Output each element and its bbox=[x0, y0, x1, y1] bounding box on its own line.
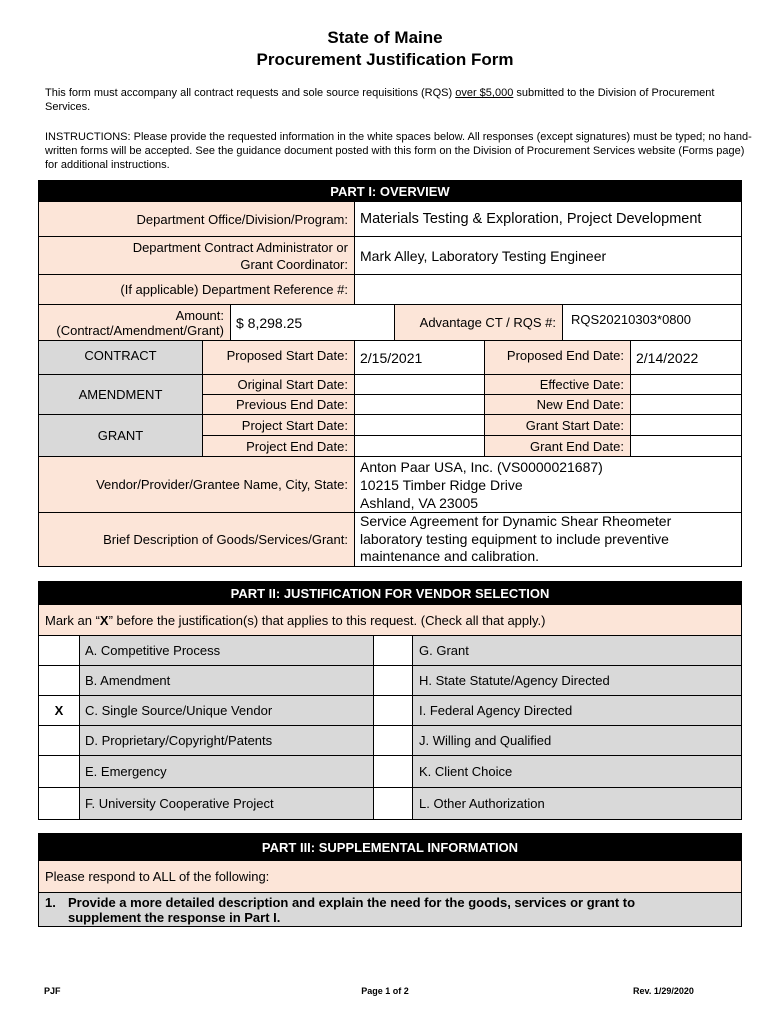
justification-mark-right[interactable] bbox=[374, 636, 413, 666]
part2-section bbox=[38, 581, 742, 820]
part1-section bbox=[38, 180, 742, 567]
justification-option-left: B. Amendment bbox=[80, 666, 374, 696]
grant-start-label: Grant Start Date: bbox=[485, 415, 631, 436]
admin-label bbox=[39, 237, 355, 275]
prop-end-field[interactable]: 2/14/2022 bbox=[631, 341, 741, 375]
admin-label-line2: Grant Coordinator: bbox=[240, 257, 348, 272]
justification-mark-left[interactable] bbox=[39, 666, 80, 696]
new-end-field[interactable] bbox=[631, 395, 741, 415]
justification-mark-right[interactable] bbox=[374, 788, 413, 819]
prop-start-field[interactable]: 2/15/2021 bbox=[355, 341, 485, 375]
grant-end-field[interactable] bbox=[631, 436, 741, 457]
advantage-label: Advantage CT / RQS #: bbox=[395, 305, 563, 341]
admin-label-line1: Department Contract Administrator or bbox=[132, 240, 348, 255]
prop-end-label: Proposed End Date: bbox=[485, 341, 631, 375]
justification-mark-right[interactable] bbox=[374, 756, 413, 788]
vendor-field[interactable] bbox=[355, 457, 741, 513]
new-end-label: New End Date: bbox=[485, 395, 631, 415]
part2-header: PART II: JUSTIFICATION FOR VENDOR SELECTION bbox=[39, 582, 741, 605]
part2-instr-x: X bbox=[99, 613, 109, 628]
proj-end-label: Project End Date: bbox=[203, 436, 355, 457]
justification-mark-left[interactable] bbox=[39, 636, 80, 666]
justification-option-left: C. Single Source/Unique Vendor bbox=[80, 696, 374, 726]
orig-start-label: Original Start Date: bbox=[203, 375, 355, 395]
footer-page-number: Page 1 of 2 bbox=[361, 986, 409, 996]
eff-date-label: Effective Date: bbox=[485, 375, 631, 395]
justification-mark-right[interactable] bbox=[374, 696, 413, 726]
amount-label-line1: Amount: bbox=[175, 308, 224, 323]
vendor-label: Vendor/Provider/Grantee Name, City, State: bbox=[39, 457, 355, 513]
justification-mark-right[interactable] bbox=[374, 666, 413, 696]
desc-field[interactable] bbox=[355, 513, 741, 566]
footer-form-code: PJF bbox=[44, 986, 61, 996]
proj-end-field[interactable] bbox=[355, 436, 485, 457]
intro-after: submitted to the Division of Procurement Services. bbox=[45, 87, 715, 113]
admin-field[interactable]: Mark Alley, Laboratory Testing Engineer bbox=[355, 237, 741, 275]
part1-header: PART I: OVERVIEW bbox=[39, 181, 741, 202]
justification-mark-left[interactable]: X bbox=[39, 696, 80, 726]
prop-start-label: Proposed Start Date: bbox=[203, 341, 355, 375]
ref-field[interactable] bbox=[355, 275, 741, 305]
instructions-text: INSTRUCTIONS: Please provide the requested information in the white spaces below. All responses (except signatures) must be typed; no hand-written forms will be accepted. See the guidance document posted with this form on the Division of Procurement Services website (Forms page) for additional instructions. bbox=[45, 131, 752, 171]
justification-option-right: I. Federal Agency Directed bbox=[413, 696, 741, 726]
question-1 bbox=[39, 893, 741, 926]
justification-option-left: A. Competitive Process bbox=[80, 636, 374, 666]
justification-option-right: H. State Statute/Agency Directed bbox=[413, 666, 741, 696]
part3-respond: Please respond to ALL of the following: bbox=[39, 861, 741, 893]
justification-option-right: K. Client Choice bbox=[413, 756, 741, 788]
form-title-state: State of Maine bbox=[327, 28, 443, 47]
proj-start-label: Project Start Date: bbox=[203, 415, 355, 436]
ref-label: (If applicable) Department Reference #: bbox=[39, 275, 355, 305]
eff-date-field[interactable] bbox=[631, 375, 741, 395]
part2-instr-before: Mark an “ bbox=[45, 613, 100, 628]
advantage-field[interactable]: RQS20210303*0800 bbox=[563, 305, 741, 341]
justification-option-right: J. Willing and Qualified bbox=[413, 726, 741, 756]
prev-end-field[interactable] bbox=[355, 395, 485, 415]
part2-instr-after: ” before the justification(s) that applies to this request. (Check all that apply.) bbox=[108, 613, 546, 628]
vendor-line1: Anton Paar USA, Inc. (VS0000021687) bbox=[360, 459, 603, 475]
proj-start-field[interactable] bbox=[355, 415, 485, 436]
vendor-line2: 10215 Timber Ridge Drive bbox=[360, 477, 523, 493]
justification-grid bbox=[39, 636, 741, 819]
desc-line1: Service Agreement for Dynamic Shear Rheometer bbox=[360, 513, 672, 529]
intro-text bbox=[45, 86, 755, 114]
justification-option-right: L. Other Authorization bbox=[413, 788, 741, 819]
amount-field[interactable]: $ 8,298.25 bbox=[231, 305, 395, 341]
justification-mark-right[interactable] bbox=[374, 726, 413, 756]
footer-revision: Rev. 1/29/2020 bbox=[633, 986, 694, 996]
justification-mark-left[interactable] bbox=[39, 788, 80, 819]
intro-before: This form must accompany all contract requests and sole source requisitions (RQS) bbox=[45, 87, 456, 99]
part2-instructions bbox=[39, 605, 741, 636]
desc-label: Brief Description of Goods/Services/Grant: bbox=[39, 513, 355, 566]
amount-label bbox=[39, 305, 231, 341]
grant-start-field[interactable] bbox=[631, 415, 741, 436]
question-1-number: 1. bbox=[45, 895, 56, 910]
prev-end-label: Previous End Date: bbox=[203, 395, 355, 415]
grant-label: GRANT bbox=[39, 415, 203, 457]
justification-mark-left[interactable] bbox=[39, 756, 80, 788]
question-1-line1: Provide a more detailed description and explain the need for the goods, services or grant to bbox=[68, 895, 636, 910]
justification-option-right: G. Grant bbox=[413, 636, 741, 666]
dept-label: Department Office/Division/Program: bbox=[39, 202, 355, 237]
justification-option-left: D. Proprietary/Copyright/Patents bbox=[80, 726, 374, 756]
part3-section bbox=[38, 833, 742, 927]
justification-option-left: E. Emergency bbox=[80, 756, 374, 788]
amendment-label: AMENDMENT bbox=[39, 375, 203, 415]
intro-threshold: over $5,000 bbox=[455, 87, 514, 99]
part3-header: PART III: SUPPLEMENTAL INFORMATION bbox=[39, 834, 741, 861]
dept-field[interactable]: Materials Testing & Exploration, Project Development bbox=[355, 202, 741, 237]
desc-line3: maintenance and calibration. bbox=[360, 548, 540, 564]
amount-label-line2: (Contract/Amendment/Grant) bbox=[56, 323, 224, 338]
form-title: Procurement Justification Form bbox=[256, 50, 514, 69]
justification-option-left: F. University Cooperative Project bbox=[80, 788, 374, 819]
grant-end-label: Grant End Date: bbox=[485, 436, 631, 457]
orig-start-field[interactable] bbox=[355, 375, 485, 395]
justification-mark-left[interactable] bbox=[39, 726, 80, 756]
contract-label: CONTRACT bbox=[39, 341, 203, 375]
question-1-text bbox=[68, 895, 738, 925]
desc-line2: laboratory testing equipment to include preventive bbox=[360, 530, 669, 547]
vendor-line3: Ashland, VA 23005 bbox=[360, 495, 479, 511]
question-1-line2: supplement the response in Part I. bbox=[68, 910, 281, 925]
